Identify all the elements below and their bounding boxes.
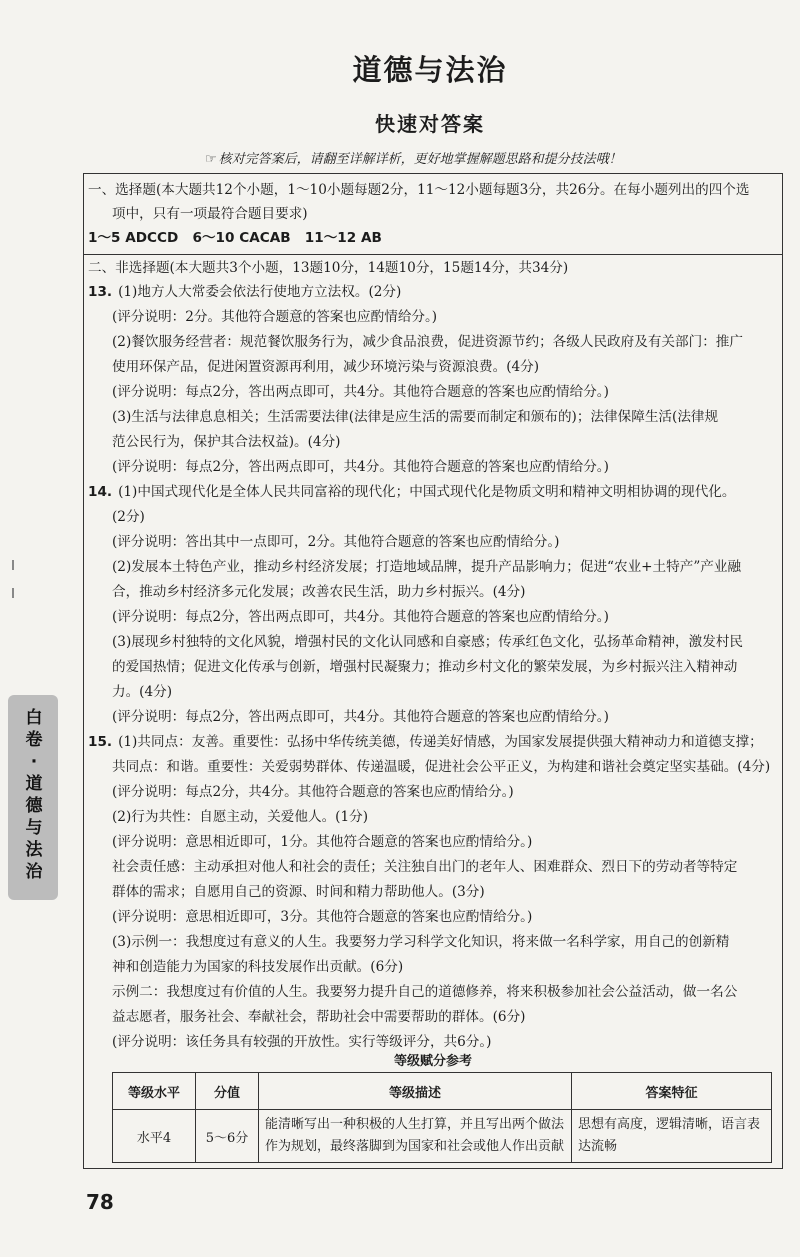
q13-line-8: (评分说明：每点2分，答出两点即可，共4分。其他符合题意的答案也应酌情给分。) xyxy=(112,459,609,475)
grade-table-header-row xyxy=(113,1073,772,1110)
answer-value-1: ADCCD xyxy=(125,230,179,246)
q14-line-1 xyxy=(88,482,735,502)
side-tab-char: 卷 xyxy=(25,730,43,750)
q13-line-7: 范公民行为，保护其合法权益)。(4分) xyxy=(112,434,341,450)
tip-line xyxy=(205,148,705,167)
q15-line-11: 示例二：我想度过有价值的人生。我要努力提升自己的道德修养，将来积极参加社会公益活动，做一名公 xyxy=(112,984,738,1000)
q13-number: 13. xyxy=(88,284,113,300)
q14-line-3: (评分说明：答出其中一点即可，2分。其他符合题意的答案也应酌情给分。) xyxy=(112,534,560,550)
side-tab xyxy=(8,695,58,900)
nonchoice-header: 二、非选择题(本大题共3个小题，13题10分，14题10分，15题14分，共34分) xyxy=(88,260,569,276)
pointing-hand-icon: ☞ xyxy=(205,152,217,167)
q15-line-10: 神和创造能力为国家的科技发展作出贡献。(6分) xyxy=(112,959,404,975)
q15-line-7: 群体的需求；自愿用自己的资源、时间和精力帮助他人。(3分) xyxy=(112,884,485,900)
grade-table xyxy=(112,1072,772,1163)
q14-line-9: 力。(4分) xyxy=(112,684,173,700)
q14-line-5: 合，推动乡村经济多元化发展；改善农民生活，助力乡村振兴。(4分) xyxy=(112,584,526,600)
answer-box xyxy=(83,173,783,1169)
grade-header-desc: 等级描述 xyxy=(259,1073,572,1110)
q14-line-4: (2)发展本土特色产业，推动乡村经济发展；打造地域品牌，提升产品影响力；促进“农业+土特产”产业融 xyxy=(112,559,742,575)
choice-section xyxy=(84,174,782,255)
q14-text-1: (1)中国式现代化是全体人民共同富裕的现代化；中国式现代化是物质文明和精神文明相协调的现代化。 xyxy=(118,484,736,500)
side-tab-char: · xyxy=(30,752,38,772)
q13-text-1: (1)地方人大常委会依法行使地方立法权。(2分) xyxy=(118,284,402,300)
q15-line-3: (评分说明：每点2分，共4分。其他符合题意的答案也应酌情给分。) xyxy=(112,784,514,800)
side-tab-char: 法 xyxy=(25,840,43,860)
table-row xyxy=(113,1110,772,1163)
choice-header-2: 项中，只有一项最符合题目要求) xyxy=(112,206,308,222)
page-subtitle: 快速对答案 xyxy=(375,112,485,136)
q14-line-10: (评分说明：每点2分，答出两点即可，共4分。其他符合题意的答案也应酌情给分。) xyxy=(112,709,609,725)
side-tab-char: 德 xyxy=(25,796,43,816)
q14-line-8: 的爱国热情；促进文化传承与创新，增强村民凝聚力；推动乡村文化的繁荣发展，为乡村振兴注入精神动 xyxy=(112,659,738,675)
q14-line-7: (3)展现乡村独特的文化风貌，增强村民的文化认同感和自豪感；传承红色文化，弘扬革命精神，激发村民 xyxy=(112,634,743,650)
grade-header-score: 分值 xyxy=(196,1073,259,1110)
side-tab-char: 白 xyxy=(25,708,43,728)
side-tab-label xyxy=(24,707,44,883)
q13-line-2: (评分说明：2分。其他符合题意的答案也应酌情给分。) xyxy=(112,309,438,325)
q15-line-12: 益志愿者，服务社会、奉献社会，帮助社会中需要帮助的群体。(6分) xyxy=(112,1009,526,1025)
side-tab-char: 与 xyxy=(25,818,43,838)
grade-header-feature: 答案特征 xyxy=(572,1073,772,1110)
grade-score: 5～6分 xyxy=(196,1110,259,1163)
q15-line-6: 社会责任感：主动承担对他人和社会的责任；关注独自出门的老年人、困难群众、烈日下的劳动者等特定 xyxy=(112,859,738,875)
answer-range-2: 6～10 xyxy=(192,230,235,246)
q15-line-1 xyxy=(88,732,763,752)
q15-line-5: (评分说明：意思相近即可，1分。其他符合题意的答案也应酌情给分。) xyxy=(112,834,533,850)
page-title: 道德与法治 xyxy=(352,53,508,87)
q15-line-2: 共同点：和谐。重要性：关爱弱势群体、传递温暖，促进社会公平正义，为构建和谐社会奠定坚实基础。(4分) xyxy=(112,759,771,775)
grade-level: 水平4 xyxy=(113,1110,196,1163)
grade-feature: 思想有高度，逻辑清晰，语言表达流畅 xyxy=(572,1110,772,1163)
q14-number: 14. xyxy=(88,484,113,500)
q14-line-2: (2分) xyxy=(112,509,145,525)
choice-header-1: 一、选择题(本大题共12个小题，1～10小题每题2分，11～12小题每题3分，共26分。在每小题列出的四个选 xyxy=(88,182,750,198)
side-tab-char: 治 xyxy=(25,862,43,882)
q15-number: 15. xyxy=(88,734,113,750)
choice-answers xyxy=(88,228,382,248)
q15-line-4: (2)行为共性：自愿主动，关爱他人。(1分) xyxy=(112,809,369,825)
q15-line-8: (评分说明：意思相近即可，3分。其他符合题意的答案也应酌情给分。) xyxy=(112,909,533,925)
q15-text-1: (1)共同点：友善。重要性：弘扬中华传统美德，传递美好情感，为国家发展提供强大精神动力和道德支撑； xyxy=(118,734,763,750)
page-number: 78 xyxy=(86,1190,114,1214)
margin-tick xyxy=(12,560,14,570)
side-tab-char: 道 xyxy=(25,774,43,794)
answer-range-3: 11～12 xyxy=(304,230,357,246)
q15-line-9: (3)示例一：我想度过有意义的人生。我要努力学习科学文化知识，将来做一名科学家，用自己的创新精 xyxy=(112,934,730,950)
q13-line-5: (评分说明：每点2分，答出两点即可，共4分。其他符合题意的答案也应酌情给分。) xyxy=(112,384,609,400)
q13-line-3: (2)餐饮服务经营者：规范餐饮服务行为，减少食品浪费，促进资源节约；各级人民政府及有关部门：推广 xyxy=(112,334,743,350)
margin-tick xyxy=(12,588,14,598)
q15-line-13: (评分说明：该任务具有较强的开放性。实行等级评分，共6分。) xyxy=(112,1034,492,1050)
q14-line-6: (评分说明：每点2分，答出两点即可，共4分。其他符合题意的答案也应酌情给分。) xyxy=(112,609,609,625)
grade-table-caption: 等级赋分参考 xyxy=(393,1054,472,1069)
answer-value-3: AB xyxy=(360,230,382,246)
answer-range-1: 1～5 xyxy=(88,230,121,246)
grade-desc: 能清晰写出一种积极的人生打算，并且写出两个做法作为规划，最终落脚到为国家和社会或他人作出贡献 xyxy=(259,1110,572,1163)
q13-line-4: 使用环保产品，促进闲置资源再利用，减少环境污染与资源浪费。(4分) xyxy=(112,359,540,375)
q13-line-1 xyxy=(88,282,401,302)
q13-line-6: (3)生活与法律息息相关；生活需要法律(法律是应生活的需要而制定和颁布的)；法律保障生活(法律规 xyxy=(112,409,719,425)
answer-value-2: CACAB xyxy=(239,230,291,246)
tip-text: 核对完答案后，请翻至详解详析，更好地掌握解题思路和提分技法哦！ xyxy=(218,152,622,167)
grade-header-level: 等级水平 xyxy=(113,1073,196,1110)
